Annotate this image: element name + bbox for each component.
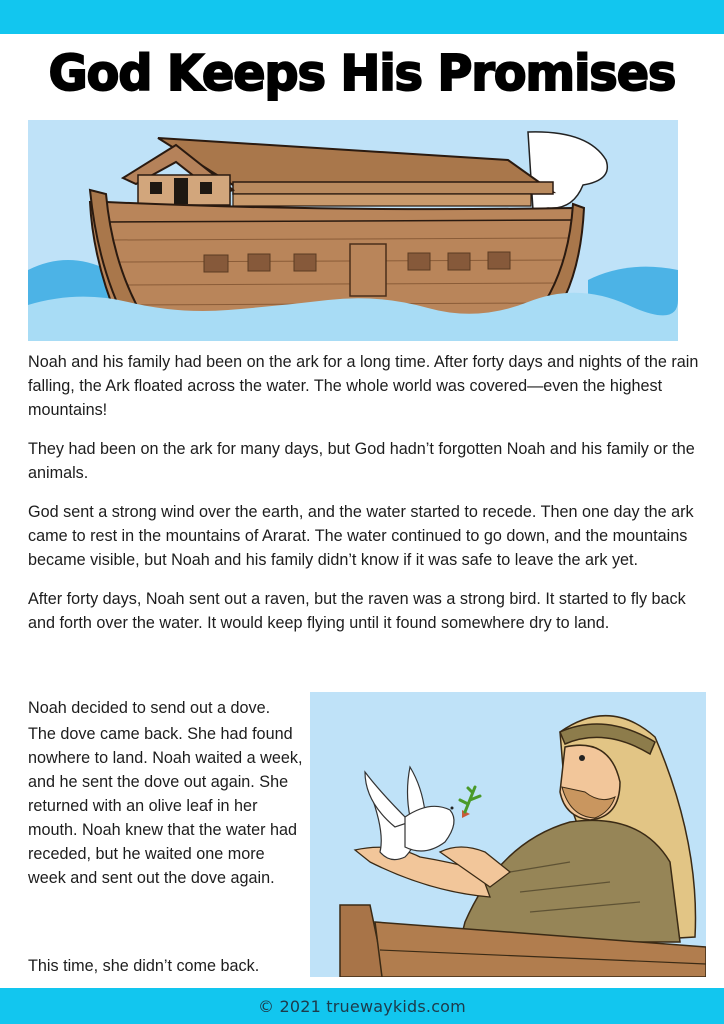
story-paragraph-1: Noah and his family had been on the ark for a long time. After forty days and nights of the rain falling, the Ark floated across the water. The whole world was covered—even the highest mountains!	[28, 353, 699, 419]
story-paragraph-2: They had been on the ark for many days, but God hadn’t forgotten Noah and his family or the animals.	[28, 440, 695, 482]
story-paragraph-4: After forty days, Noah sent out a raven, but the raven was a strong bird. It started to fly back and forth over the water. It would keep flying until it found somewhere dry to land.	[28, 590, 686, 632]
story-paragraph-6: The dove came back. She had found nowhere to land. Noah waited a week, and he sent the dove out again. She returned with an olive leaf in her mouth. Noah knew that the water had receded, but he waited one more week and sent out the dove again.	[28, 725, 303, 887]
noah-dove-illustration	[310, 692, 706, 977]
story-paragraph-7: This time, she didn’t come back.	[28, 957, 260, 975]
top-color-band	[0, 0, 724, 34]
story-paragraph-5: Noah decided to send out a dove.	[28, 699, 271, 717]
ark-icon	[28, 120, 678, 341]
noah-with-dove-icon	[310, 692, 706, 977]
page-title: God Keeps His Promises	[48, 45, 676, 102]
ark-illustration	[28, 120, 678, 341]
story-paragraph-3: God sent a strong wind over the earth, and the water started to recede. Then one day the ark came to rest in the mountains of Ararat. The water continued to go down, and the mountains became visible, but Noah and his family didn’t know if it was safe to leave the ark yet.	[28, 503, 694, 569]
footer-band	[0, 988, 724, 1024]
copyright-text: © 2021 truewaykids.com	[258, 996, 466, 1016]
